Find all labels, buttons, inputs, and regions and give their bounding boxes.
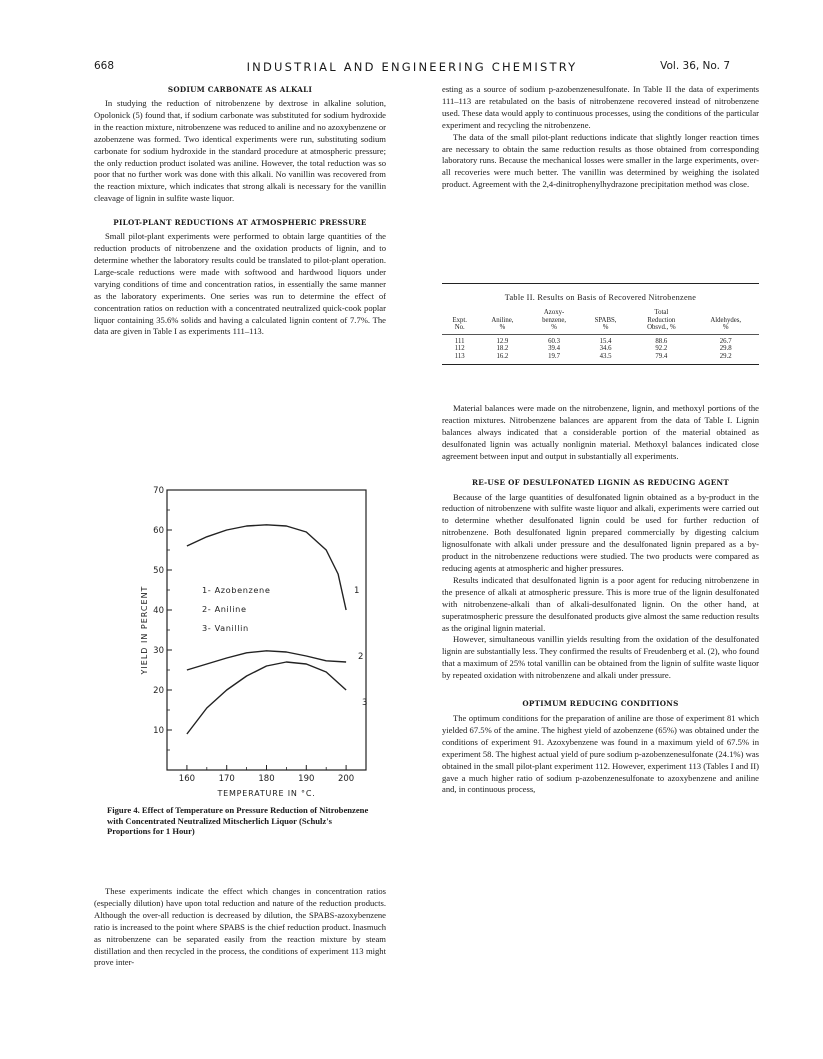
- x-tick-label: 180: [258, 774, 275, 784]
- table-header-cell: [527, 309, 580, 334]
- x-tick-label: 160: [178, 774, 196, 784]
- curve-label: 2: [358, 652, 364, 662]
- x-tick-label: 190: [298, 774, 315, 784]
- table-header-line: benzene,: [542, 316, 567, 324]
- table-cell: 16.2: [496, 352, 509, 360]
- y-tick-label: 70: [153, 486, 164, 496]
- table-row: [442, 353, 759, 361]
- table-cell: 29.8: [719, 345, 732, 353]
- table-row: [442, 334, 759, 345]
- table-header-cell: [692, 309, 759, 334]
- y-tick-label: 20: [153, 686, 164, 696]
- right-column-top: [442, 84, 759, 191]
- table-header-line: Expt.: [452, 316, 467, 324]
- paragraph: Because of the large quantities of desulfonated lignin obtained as a by-product in the reduction of nitrobenzene with sulfite waste liquor and alkali, experiments were carried out to determine whether desulfonated lignin could be used for further reduction of nitrobenzene. Both desulfonated lignin prepared commercially by digesting calcium lignosulfonate with alkali under pressure and the desulfonated lignin prepared as a by-product in the nitrobenzene reductions were studied. The two products were compared as reducing agents at atmospheric and higher pressures.: [442, 491, 759, 573]
- table-rule-top: [442, 283, 759, 284]
- journal-title: INDUSTRIAL AND ENGINEERING CHEMISTRY: [246, 60, 578, 74]
- table-header-line: Aldehydes,: [710, 316, 742, 324]
- x-axis-label: TEMPERATURE IN °C.: [217, 789, 316, 798]
- volume-issue: Vol. 36, No. 7: [660, 60, 730, 72]
- y-tick-label: 10: [153, 726, 164, 736]
- table-cell: 92.2: [655, 345, 668, 353]
- table-header-line: No.: [454, 324, 465, 332]
- curve-label: 3: [362, 698, 368, 708]
- figure-4-chart: [134, 480, 374, 800]
- table-header-line: SPABS,: [594, 316, 617, 324]
- paragraph: Results indicated that desulfonated lignin is a poor agent for reducing nitrobenzene in the presence of alkali at atmospheric pressure. This is more true of the lignin desulfonated with nitrobenzene-alkali than of alkali-desulfonated lignin. On the other hand, at superatmospheric pressure the desulfonated products give almost the same reduction results as the original lignin material.: [442, 574, 759, 633]
- table-header-line: Reduction: [647, 316, 676, 324]
- curve-label: 1: [354, 586, 360, 596]
- legend-entry: 3- Vanillin: [202, 623, 249, 633]
- table-header-cell: [477, 309, 527, 334]
- table-cell: 26.7: [719, 337, 732, 345]
- page-number: 668: [94, 60, 115, 72]
- y-tick-label: 50: [153, 566, 164, 576]
- table-cell: 15.4: [599, 337, 612, 345]
- table-header-line: %: [551, 324, 557, 332]
- section-title-pilot-plant: PILOT-PLANT REDUCTIONS AT ATMOSPHERIC PRESSURE: [113, 218, 367, 228]
- section-title-sodium-carbonate: SODIUM CARBONATE AS ALKALI: [167, 85, 313, 94]
- table-grid: [442, 309, 759, 361]
- table-header-line: %: [499, 324, 506, 332]
- table-header-line: Azoxy-: [543, 309, 565, 316]
- table-header-cell: [442, 309, 477, 334]
- section-title-reuse: RE-USE OF DESULFONATED LIGNIN AS REDUCING AGENT: [471, 477, 730, 487]
- table-header-line: Aniline,: [491, 316, 514, 324]
- paragraph: These experiments indicate the effect which changes in concentration ratios (especially dilution) have upon total reduction and nature of the reduction products. Although the over-all reduction is decreased by dilution, the SPABS-azoxybenzene ratio is increased to the point where SPABS is the chief reduction product. Inasmuch as nitrobenzene can be separated easily from the reaction mixture by steam distillation and then recycled in the process, the conditions of experiment 113 might prove inter-: [94, 886, 386, 968]
- paragraph: The data of the small pilot-plant reductions indicate that slightly longer reaction times are necessary to obtain the same reduction results as those obtained from corresponding laboratory runs. Because the mechanical losses were smaller in the large experiments, over-all recoveries were much better. The vanillin was determined by weighing the isolated product. Agreement with the 2,4-dinitrophenylhydrazone precipitation method was close.: [442, 131, 759, 190]
- y-tick-label: 60: [153, 526, 164, 536]
- page-header: [94, 60, 730, 76]
- y-tick-label: 30: [153, 646, 164, 656]
- paragraph: However, simultaneous vanillin yields resulting from the oxidation of the desulfonated lignin are substantially less. They confirmed the results of Freudenberg et al. (2), who found that a maximum of 25% total vanillin can be obtained from the lignin of sulfite waste liquor by repeated oxidation with nitrobenzene and alkali under pressure.: [442, 634, 759, 681]
- section-title-optimum: OPTIMUM REDUCING CONDITIONS: [522, 699, 679, 709]
- left-column-bottom: [94, 886, 386, 969]
- table-2: [442, 283, 759, 365]
- x-tick-label: 170: [218, 774, 235, 784]
- table-cell: 12.9: [496, 337, 509, 345]
- table-cell: 79.4: [655, 352, 668, 360]
- series-line-3: [187, 662, 346, 734]
- paragraph: Small pilot-plant experiments were performed to obtain large quantities of the reduction products of nitrobenzene and the oxidation products of lignin, and to determine whether the laboratory results could be translated to pilot-plant operation. Large-scale reductions were made with softwood and hardwood liquors under varying conditions of time and concentration ratios, in essentially the same manner as the laboratory experiments. One series was run to determine the effect of concentration ratios on reduction with a concentrated neutralized quick-cook poplar liquor containing 35.6% solids and having a calculated lignin content of 7.7%. The data are given in Table I as experiments 111–113.: [94, 231, 386, 337]
- x-tick-label: 200: [337, 774, 355, 784]
- plot-frame: [167, 490, 366, 770]
- legend-entry: 1- Azobenzene: [202, 585, 271, 595]
- left-column-top: [94, 84, 386, 338]
- table-cell: 29.2: [719, 352, 732, 360]
- table-header-cell: [581, 309, 630, 334]
- table-title: Table II. Results on Basis of Recovered Nitrobenzene: [504, 293, 697, 302]
- table-header-line: %: [602, 324, 609, 332]
- table-header-line: Obsvd., %: [647, 324, 676, 332]
- paragraph: esting as a source of sodium p-azobenzenesulfonate. In Table II the data of experiments 111–113 are retabulated on the basis of nitrobenzene recovered instead of nitrobenzene used. These data would apply to continuous processes, using the conditions of the particular experiment and recycling the nitrobenzene.: [442, 84, 759, 130]
- paragraph: Material balances were made on the nitrobenzene, lignin, and methoxyl portions of the reaction mixtures. Nitrobenzene balances are apparent from the data of Table I. Lignin balances always indicated that a considerable portion of the material obtained as desulfonated lignin was actually nonlignin material. Methoxyl balances indicated close agreement between input and output in substantially all experiments.: [442, 403, 759, 461]
- y-tick-label: 40: [153, 606, 164, 616]
- y-axis-label: YIELD IN PERCENT: [140, 585, 149, 675]
- table-cell: 88.6: [655, 337, 668, 345]
- table-rule-bottom: [442, 364, 759, 365]
- right-column-bottom: [442, 403, 759, 796]
- table-cell: 113: [454, 352, 465, 360]
- paragraph: In studying the reduction of nitrobenzene by dextrose in alkaline solution, Opolonick (5) found that, if sodium carbonate was substituted for sodium hydroxide in the reaction mixture, nitrobenzene was reduced to aniline and no azoxybenzene or azobenzene was formed. Two identical experiments were run, substituting sodium carbonate for sodium hydroxide in the standard procedure at atmospheric pressure; the only reduction product isolated was aniline. However, the total reduction was so poor that no further work was done with this alkali. No vanillin was recovered from the reaction mixture, which indicates that strong alkali is necessary for the vanillin cleavage of lignin in sulfite waste liquor.: [94, 98, 386, 204]
- legend-entry: 2- Aniline: [202, 604, 247, 614]
- paragraph: The optimum conditions for the preparation of aniline are those of experiment 81 which yielded 67.5% of the amine. The highest yield of azobenzene (65%) was obtained under the conditions of experiment 91. Azoxybenzene was found in a maximum yield of 67.5% in experiment 58. The highest actual yield of pure sodium p-azobenzenesulfonate (24.1%) was obtained in the small pilot-plant experiment 112. However, experiment 113 (Tables I and II) gave a much higher ratio of sodium p-azobenzenesulfonate to azoxybenzene and aniline and, in continuous process,: [442, 713, 759, 795]
- figure-caption: Figure 4. Effect of Temperature on Pressure Reduction of Nitrobenzene with Concentrated Neutralized Mitscherlich Liquor (Schulz's Proportions for 1 Hour): [107, 805, 369, 837]
- table-cell: 43.5: [599, 352, 612, 360]
- table-header-line: %: [722, 324, 729, 332]
- table-cell: 111: [454, 337, 465, 345]
- table-row: [442, 345, 759, 353]
- series-line-1: [187, 525, 346, 610]
- table-cell: 112: [454, 345, 465, 353]
- table-header-line: Total: [654, 309, 669, 316]
- series-line-2: [187, 651, 346, 670]
- table-cell: 34.6: [599, 345, 612, 353]
- table-header-cell: [630, 309, 692, 334]
- table-cell: 60.3: [548, 337, 561, 345]
- table-cell: 18.2: [496, 345, 509, 353]
- table-cell: 19.7: [548, 352, 561, 360]
- table-cell: 39.4: [548, 345, 561, 353]
